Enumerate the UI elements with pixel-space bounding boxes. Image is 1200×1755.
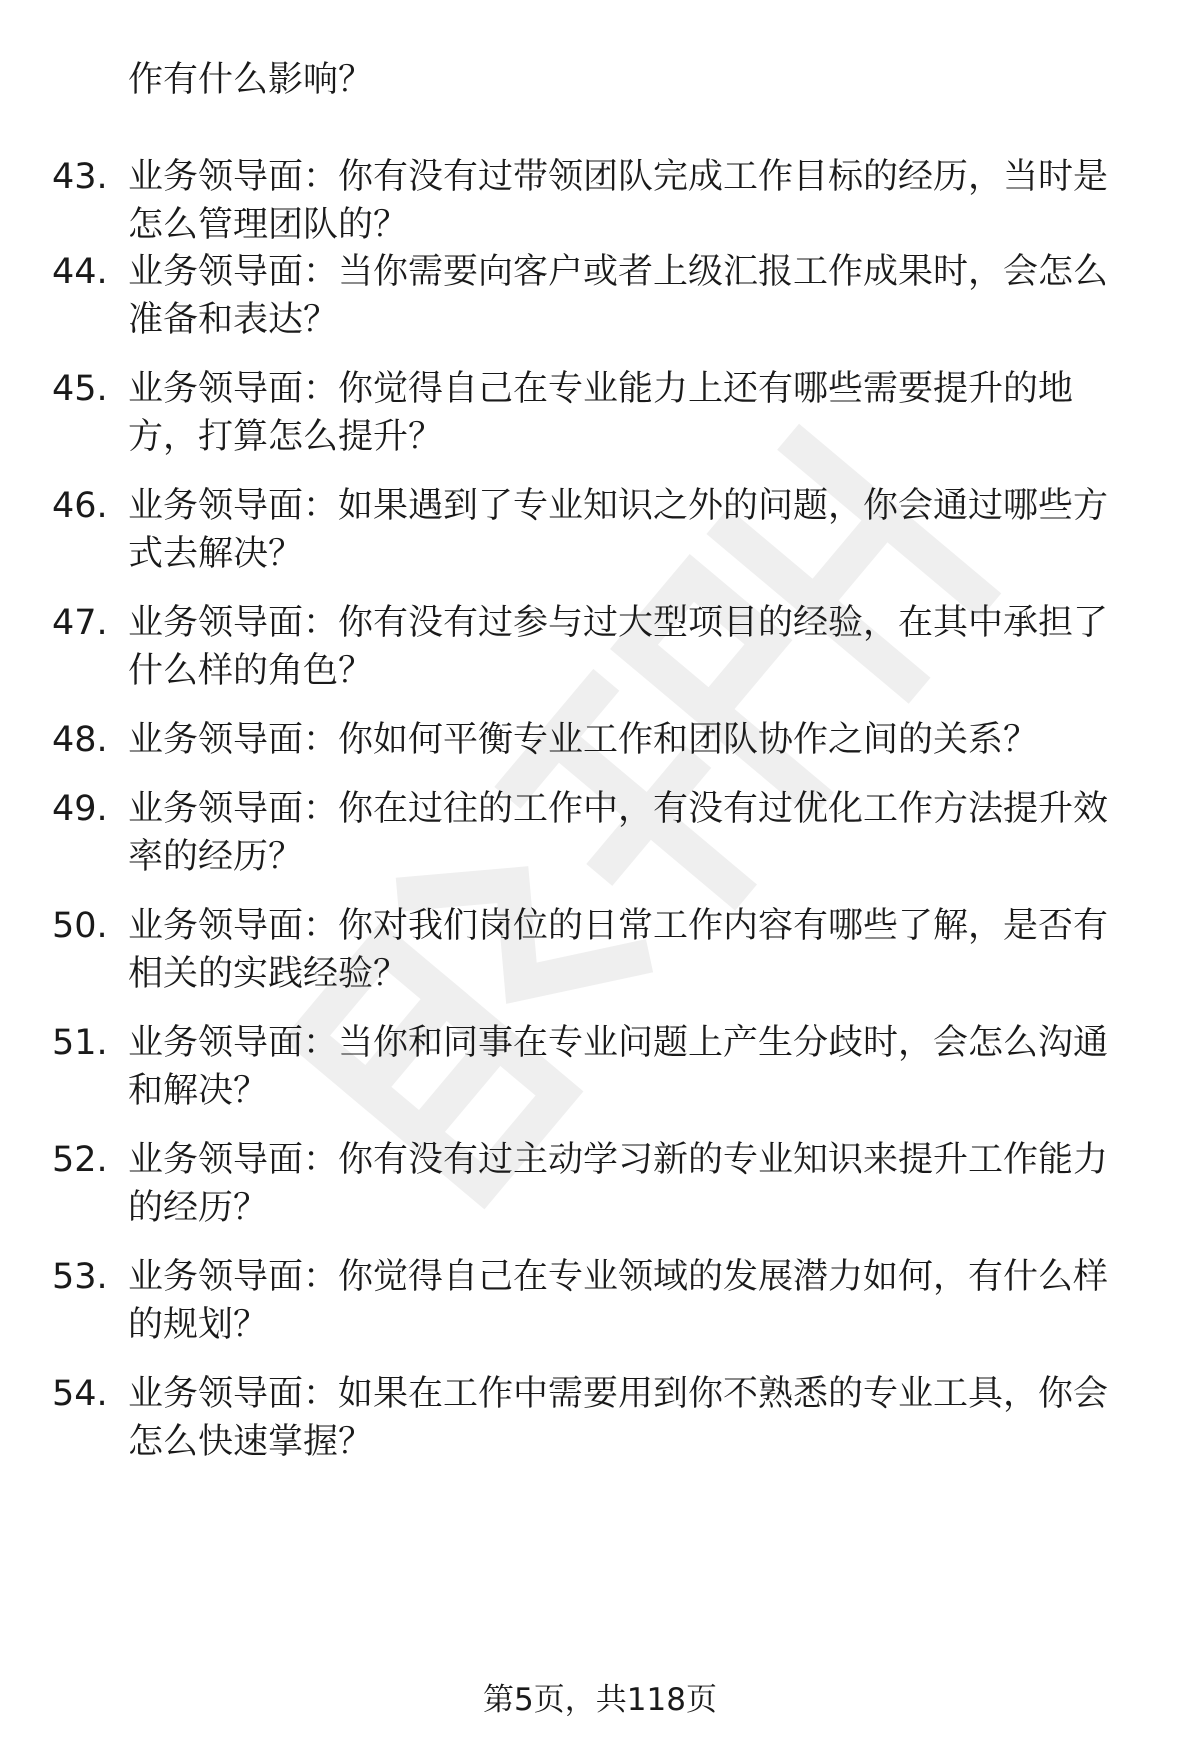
question-text-line: 准备和表达？ [128,300,339,340]
question-text-line: 相关的实践经验？ [128,954,409,994]
question-number: 53. [52,1257,108,1297]
question-number: 54. [52,1374,108,1414]
question-text-line: 怎么管理团队的？ [128,205,409,245]
question-text-line: 业务领导面：你觉得自己在专业能力上还有哪些需要提升的地 [128,369,1074,409]
question-text-line: 业务领导面：你在过往的工作中，有没有过优化工作方法提升效 [128,789,1109,829]
question-number: 43. [52,157,108,197]
question-text-line: 业务领导面：当你需要向客户或者上级汇报工作成果时，会怎么 [128,252,1109,292]
question-text-line: 的规划？ [128,1305,269,1345]
question-number: 51. [52,1023,108,1063]
question-text-line: 业务领导面：如果遇到了专业知识之外的问题，你会通过哪些方 [128,486,1109,526]
question-number: 48. [52,720,108,760]
question-text-line: 业务领导面：当你和同事在专业问题上产生分歧时，会怎么沟通 [128,1023,1109,1063]
question-text-line: 什么样的角色？ [128,651,374,691]
question-text-line: 业务领导面：如果在工作中需要用到你不熟悉的专业工具，你会 [128,1374,1109,1414]
question-number: 47. [52,603,108,643]
question-text-line: 率的经历？ [128,837,304,877]
question-text-line: 和解决？ [128,1071,269,1111]
question-number: 44. [52,252,108,292]
question-text-line: 业务领导面：你有没有过参与过大型项目的经验，在其中承担了 [128,603,1109,643]
question-text-line: 怎么快速掌握？ [128,1422,374,1462]
question-text-line: 方，打算怎么提升？ [128,417,444,457]
question-number: 49. [52,789,108,829]
question-number: 52. [52,1140,108,1180]
question-number: 45. [52,369,108,409]
question-text-line: 式去解决？ [128,534,304,574]
question-text-line: 业务领导面：你有没有过主动学习新的专业知识来提升工作能力 [128,1140,1109,1180]
question-text-line: 业务领导面：你有没有过带领团队完成工作目标的经历，当时是 [128,157,1109,197]
question-text-line: 业务领导面：你对我们岗位的日常工作内容有哪些了解，是否有 [128,906,1109,946]
continuation-text: 作有什么影响？ [128,60,374,100]
question-text-line: 业务领导面：你如何平衡专业工作和团队协作之间的关系？ [128,720,1039,760]
question-number: 50. [52,906,108,946]
question-text-line: 的经历？ [128,1188,269,1228]
page-number-footer: 第5页，共118页 [483,1682,717,1718]
question-text-line: 业务领导面：你觉得自己在专业领域的发展潜力如何，有什么样 [128,1257,1109,1297]
question-number: 46. [52,486,108,526]
